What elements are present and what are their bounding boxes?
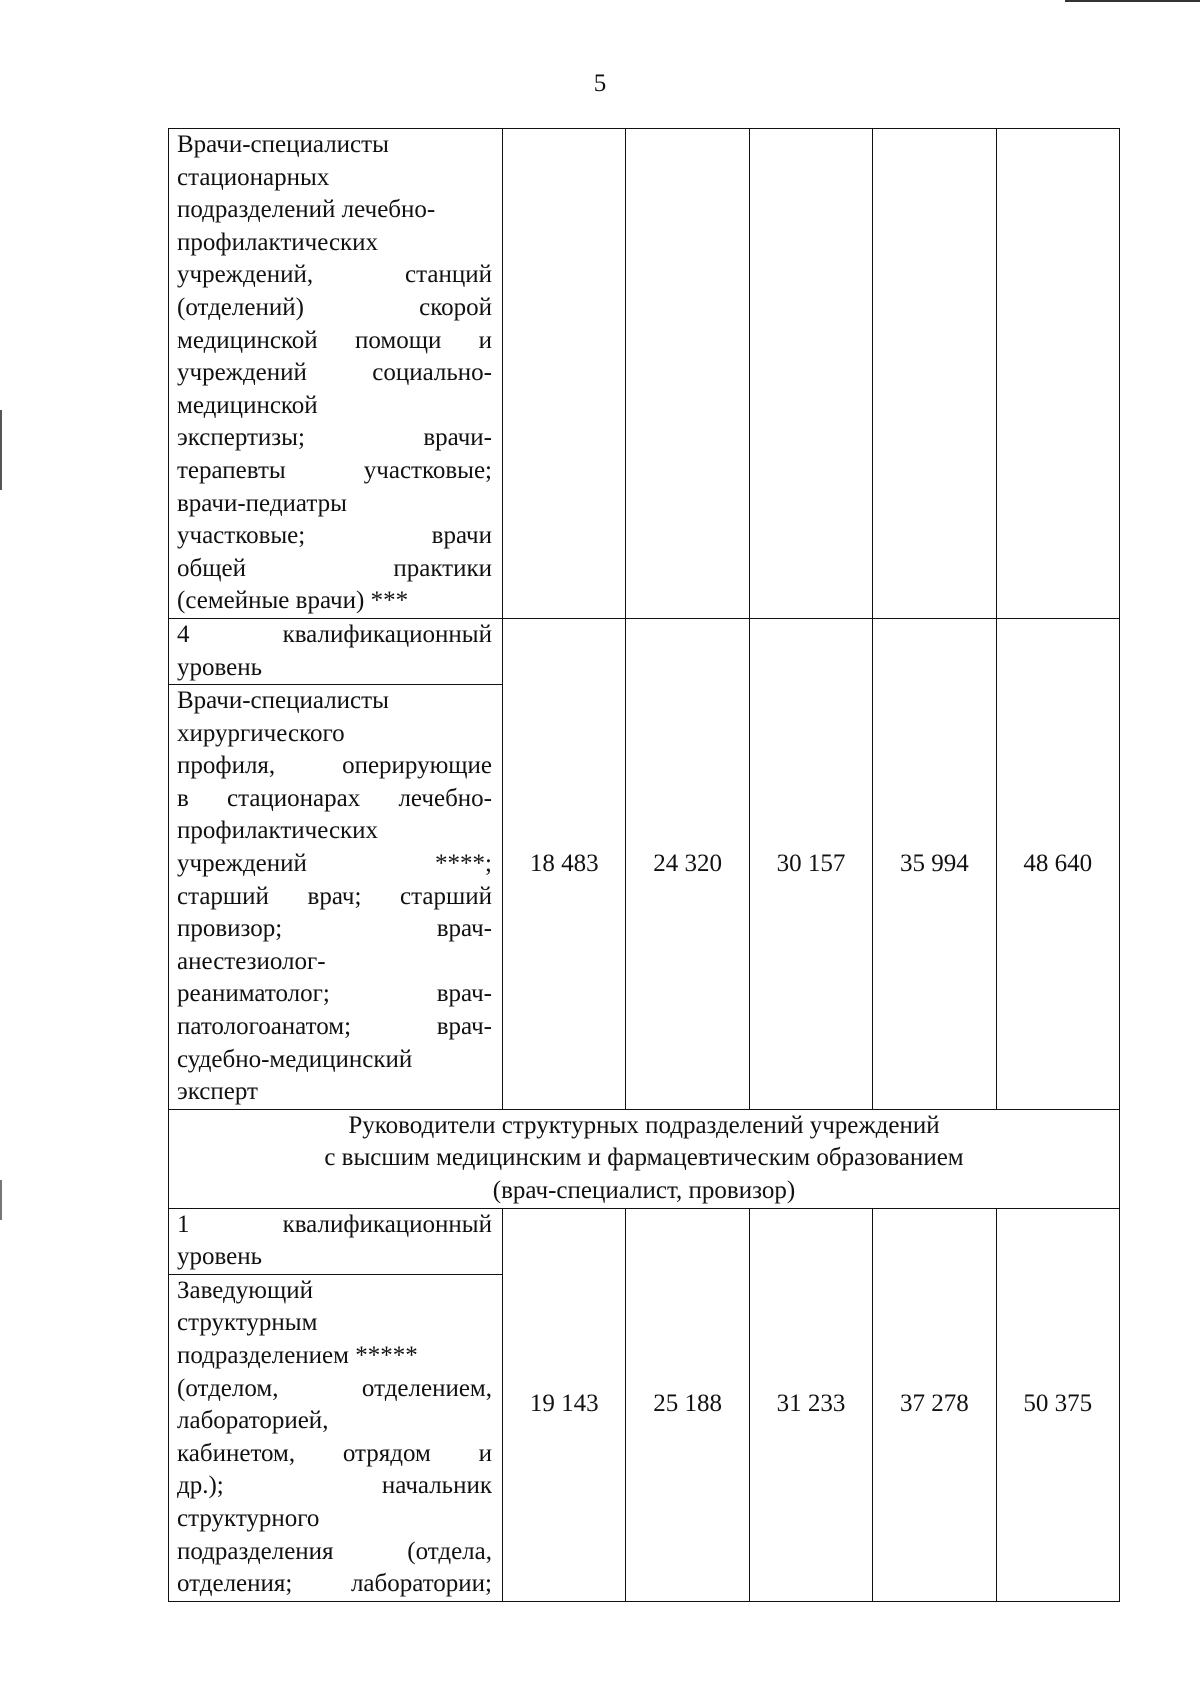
- level-number: 4: [177, 620, 190, 648]
- section-header-line: с высшим медицинским и фармацевтическим образованием: [324, 1144, 964, 1172]
- value-cell: [996, 129, 1119, 619]
- text-word: начальник: [381, 1472, 492, 1500]
- salary-table: [168, 128, 1120, 1602]
- text-word: ****;: [435, 850, 492, 878]
- text-word: (отдела,: [407, 1537, 492, 1565]
- text-line: анестезиолог-: [177, 947, 326, 975]
- text-line: [177, 978, 492, 1011]
- text-line: [177, 783, 492, 816]
- text-line: [177, 325, 492, 358]
- text-word: общей: [177, 554, 246, 582]
- text-word: скорой: [419, 293, 492, 321]
- text-line: хирургического: [177, 719, 345, 747]
- text-word: терапевты: [177, 456, 286, 484]
- level-tail: уровень: [177, 1243, 263, 1271]
- scan-edge-mark: [0, 1180, 2, 1220]
- text-word: врач-: [436, 915, 492, 943]
- text-word: экспертизы;: [177, 424, 305, 452]
- text-word: стационарах: [227, 784, 361, 812]
- value-cell: [873, 129, 996, 619]
- text-line: Заведующий: [177, 1276, 313, 1304]
- text-word: врачи-: [423, 424, 492, 452]
- section-header-line: Руководители структурных подразделений учреждений: [348, 1111, 940, 1139]
- position-description-cell: [169, 1208, 503, 1601]
- qualification-level: [169, 1209, 502, 1275]
- text-word: реаниматолог;: [177, 980, 330, 1008]
- text-line: [177, 1470, 492, 1503]
- text-word: провизор;: [177, 915, 283, 943]
- text-line: [177, 881, 492, 914]
- text-word: практики: [393, 554, 492, 582]
- text-line: Врачи-специалисты: [177, 687, 389, 715]
- text-word: социально-: [372, 359, 492, 387]
- text-word: отрядом: [342, 1439, 431, 1467]
- position-description: [169, 685, 502, 1109]
- text-line: [177, 750, 492, 783]
- level-word: квалификационный: [282, 1210, 492, 1238]
- table-row: [169, 618, 1120, 1109]
- value-cell: [503, 129, 626, 619]
- text-line: [177, 357, 492, 390]
- text-word: оперирующие: [342, 752, 492, 780]
- text-line: Врачи-специалисты: [177, 131, 389, 158]
- page-number: 5: [593, 70, 607, 97]
- text-line: профилактических: [177, 817, 379, 845]
- level-word: квалификационный: [282, 620, 492, 648]
- salary-value: 31 233: [749, 1208, 872, 1601]
- scan-edge-mark: [0, 410, 2, 490]
- text-line: (семейные врачи) ***: [177, 587, 409, 615]
- salary-value: 25 188: [626, 1208, 749, 1601]
- text-word: и: [478, 1439, 492, 1467]
- qualification-level: [169, 619, 502, 685]
- text-word: (отделений): [177, 293, 304, 321]
- text-line: лабораторией,: [177, 1407, 329, 1435]
- text-line: подразделением *****: [177, 1341, 418, 1369]
- position-description: [169, 1275, 502, 1601]
- text-word: патологоанатом;: [177, 1013, 352, 1041]
- table-row: [169, 129, 1120, 619]
- salary-value: 35 994: [873, 618, 996, 1109]
- value-cell: [749, 129, 872, 619]
- text-line: [177, 259, 492, 292]
- position-description-cell: [169, 129, 503, 619]
- position-description-cell: [169, 618, 503, 1109]
- text-line: [177, 1373, 492, 1406]
- text-line: структурного: [177, 1504, 320, 1532]
- text-line: профилактических: [177, 228, 379, 256]
- text-word: профиля,: [177, 752, 276, 780]
- value-cell: [626, 129, 749, 619]
- text-line: структурным: [177, 1309, 318, 1337]
- level-tail: уровень: [177, 653, 263, 681]
- text-line: [177, 1536, 492, 1569]
- text-word: врач-: [436, 980, 492, 1008]
- text-line: [177, 1568, 492, 1601]
- text-word: кабинетом,: [177, 1439, 296, 1467]
- text-line: [177, 520, 492, 553]
- text-word: учреждений,: [177, 261, 314, 289]
- text-word: отделения;: [177, 1570, 293, 1598]
- text-word: врач-: [436, 1013, 492, 1041]
- text-word: др.);: [177, 1472, 224, 1500]
- text-word: и: [478, 326, 492, 354]
- section-header: [169, 1109, 1120, 1208]
- text-line: стационарных: [177, 163, 330, 191]
- text-word: (отделом,: [177, 1374, 279, 1402]
- text-word: участковые;: [177, 522, 306, 550]
- salary-value: 30 157: [749, 618, 872, 1109]
- text-word: медицинской: [177, 326, 318, 354]
- text-line: [177, 292, 492, 325]
- text-word: станций: [405, 261, 492, 289]
- text-word: старший: [400, 882, 492, 910]
- text-word: учреждений: [177, 850, 307, 878]
- text-line: [177, 455, 492, 488]
- salary-value: 50 375: [996, 1208, 1119, 1601]
- text-line: [177, 422, 492, 455]
- text-line: [177, 1011, 492, 1044]
- text-word: учреждений: [177, 359, 307, 387]
- text-word: отделением,: [361, 1374, 492, 1402]
- text-word: помощи: [354, 326, 442, 354]
- text-word: лаборатории;: [350, 1570, 492, 1598]
- position-description: [177, 129, 492, 618]
- text-line: судебно-медицинский: [177, 1045, 413, 1073]
- text-line: эксперт: [177, 1078, 258, 1106]
- text-line: [177, 848, 492, 881]
- table-row: [169, 1109, 1120, 1208]
- text-line: медицинской: [177, 391, 318, 419]
- salary-value: 24 320: [626, 618, 749, 1109]
- salary-value: 18 483: [503, 618, 626, 1109]
- text-word: подразделения: [177, 1537, 334, 1565]
- text-line: [177, 553, 492, 586]
- text-line: врачи-педиатры: [177, 489, 347, 517]
- text-word: врачи: [431, 522, 492, 550]
- salary-value: 19 143: [503, 1208, 626, 1601]
- salary-value: 48 640: [996, 618, 1119, 1109]
- table-row: [169, 1208, 1120, 1601]
- scan-edge-mark: [1065, 0, 1200, 2]
- text-line: [177, 913, 492, 946]
- section-header-line: (врач-специалист, провизор): [492, 1177, 796, 1204]
- text-word: в: [177, 784, 189, 812]
- text-line: подразделений лечебно-: [177, 196, 436, 224]
- text-word: лечебно-: [398, 784, 492, 812]
- text-line: [177, 1438, 492, 1471]
- text-word: участковые;: [363, 456, 492, 484]
- salary-value: 37 278: [873, 1208, 996, 1601]
- level-number: 1: [177, 1210, 190, 1238]
- text-word: врач;: [307, 882, 362, 910]
- text-word: старший: [177, 882, 269, 910]
